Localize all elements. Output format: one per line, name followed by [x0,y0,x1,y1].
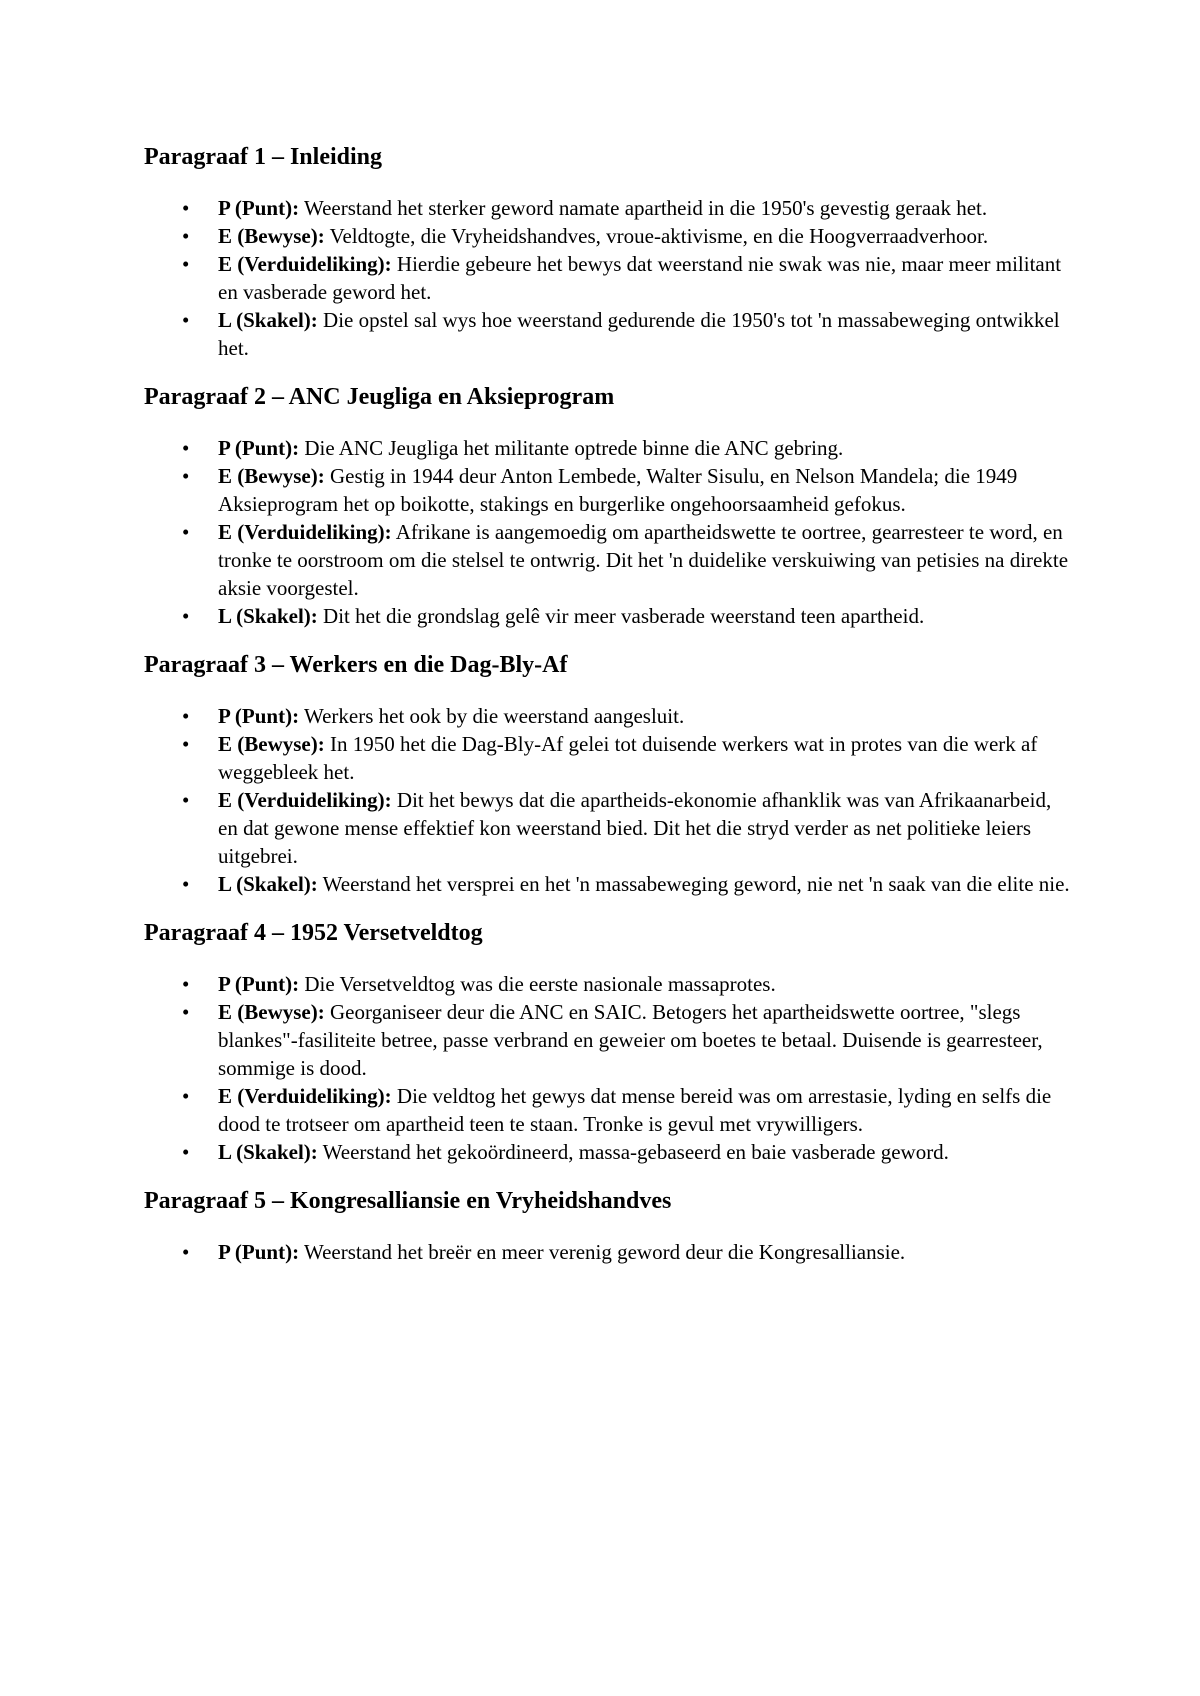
point-text: Veldtogte, die Vryheidshandves, vroue-aktivisme, en die Hoogverraadverhoor. [329,224,989,248]
bullet-icon: • [182,704,190,728]
bullet-icon: • [182,308,190,332]
bullet-icon: • [182,1240,190,1264]
point-label: L (Skakel): [218,308,318,332]
list-item [144,970,1074,998]
point-text: Afrikane is aangemoedig om apartheidswette te oortree, gearresteer te word, en tronke te oorstroom om die stelsel te ontwrig. Dit het 'n duidelike verskuiwing van petisies na direkte aksie voorgestel. [218,520,1069,600]
point-label: P (Punt): [218,1240,300,1264]
list-item [144,250,1074,306]
point-label: E (Bewyse): [218,464,325,488]
list-item [144,1138,1074,1166]
list-item [144,222,1074,250]
list-item [144,730,1074,786]
point-list [144,970,1074,1166]
list-item [144,702,1074,730]
bullet-icon: • [182,1140,190,1164]
point-text: Weerstand het breër en meer verenig geword deur die Kongresalliansie. [303,1240,906,1264]
point-text: Weerstand het versprei en het 'n massabeweging geword, nie net 'n saak van die elite nie. [322,872,1070,896]
section-heading: Paragraaf 5 – Kongresalliansie en Vryheidshandves [144,1188,672,1214]
point-text: Die veldtog het gewys dat mense bereid was om arrestasie, lyding en selfs die dood te trotseer om apartheid teen te staan. Tronke is gevul met vrywilligers. [218,1084,1052,1136]
point-text: Weerstand het gekoördineerd, massa-gebaseerd en baie vasberade geword. [322,1140,949,1164]
point-label: E (Verduideliking): [218,788,392,812]
point-label: E (Bewyse): [218,732,325,756]
bullet-icon: • [182,1000,190,1024]
point-label: P (Punt): [218,196,300,220]
bullet-icon: • [182,224,190,248]
point-list [144,702,1074,898]
point-text: Weerstand het sterker geword namate apartheid in die 1950's gevestig geraak het. [303,196,988,220]
section-heading: Paragraaf 1 – Inleiding [144,144,382,170]
list-item [144,1238,1074,1266]
point-text: Gestig in 1944 deur Anton Lembede, Walter Sisulu, en Nelson Mandela; die 1949 Aksieprogram het op boikotte, stakings en burgerlike ongehoorsaamheid gefokus. [218,464,1018,516]
point-text: Die opstel sal wys hoe weerstand gedurende die 1950's tot 'n massabeweging ontwikkel het. [218,308,1060,360]
list-item [144,434,1074,462]
point-label: E (Verduideliking): [218,520,392,544]
point-label: L (Skakel): [218,1140,318,1164]
section-heading: Paragraaf 4 – 1952 Versetveldtog [144,920,483,946]
point-list [144,1238,1074,1266]
point-label: E (Bewyse): [218,1000,325,1024]
bullet-icon: • [182,252,190,276]
point-label: P (Punt): [218,704,300,728]
point-text: Die Versetveldtog was die eerste nasionale massaprotes. [304,972,776,996]
bullet-icon: • [182,464,190,488]
point-list [144,194,1074,362]
point-text: Dit het die grondslag gelê vir meer vasberade weerstand teen apartheid. [323,604,925,628]
point-label: E (Verduideliking): [218,252,392,276]
list-item [144,462,1074,518]
section-heading: Paragraaf 2 – ANC Jeugliga en Aksieprogram [144,384,615,410]
point-label: L (Skakel): [218,872,318,896]
point-text: In 1950 het die Dag-Bly-Af gelei tot duisende werkers wat in protes van die werk af weggebleek het. [218,732,1038,784]
point-label: L (Skakel): [218,604,318,628]
bullet-icon: • [182,788,190,812]
bullet-icon: • [182,972,190,996]
point-label: E (Bewyse): [218,224,325,248]
bullet-icon: • [182,196,190,220]
list-item [144,998,1074,1082]
point-label: P (Punt): [218,972,300,996]
list-item [144,870,1074,898]
list-item [144,786,1074,870]
list-item [144,518,1074,602]
point-label: E (Verduideliking): [218,1084,392,1108]
bullet-icon: • [182,436,190,460]
point-list [144,434,1074,630]
point-label: P (Punt): [218,436,300,460]
point-text: Die ANC Jeugliga het militante optrede binne die ANC gebring. [304,436,844,460]
list-item [144,602,1074,630]
list-item [144,306,1074,362]
bullet-icon: • [182,1084,190,1108]
bullet-icon: • [182,604,190,628]
document-page [144,142,1074,1286]
bullet-icon: • [182,872,190,896]
list-item [144,1082,1074,1138]
point-text: Georganiseer deur die ANC en SAIC. Betogers het apartheidswette oortree, "slegs blankes"-fasiliteite betree, passe verbrand en geweier om boetes te betaal. Duisende is gearresteer, sommige is dood. [218,1000,1043,1080]
section-heading: Paragraaf 3 – Werkers en die Dag-Bly-Af [144,652,568,678]
point-text: Werkers het ook by die weerstand aangesluit. [303,704,685,728]
point-text: Dit het bewys dat die apartheids-ekonomie afhanklik was van Afrikaanarbeid, en dat gewone mense effektief kon weerstand bied. Dit het die stryd verder as net politieke leiers uitgebrei. [218,788,1052,868]
point-text: Hierdie gebeure het bewys dat weerstand nie swak was nie, maar meer militant en vasberade geword het. [218,252,1062,304]
bullet-icon: • [182,732,190,756]
bullet-icon: • [182,520,190,544]
list-item [144,194,1074,222]
